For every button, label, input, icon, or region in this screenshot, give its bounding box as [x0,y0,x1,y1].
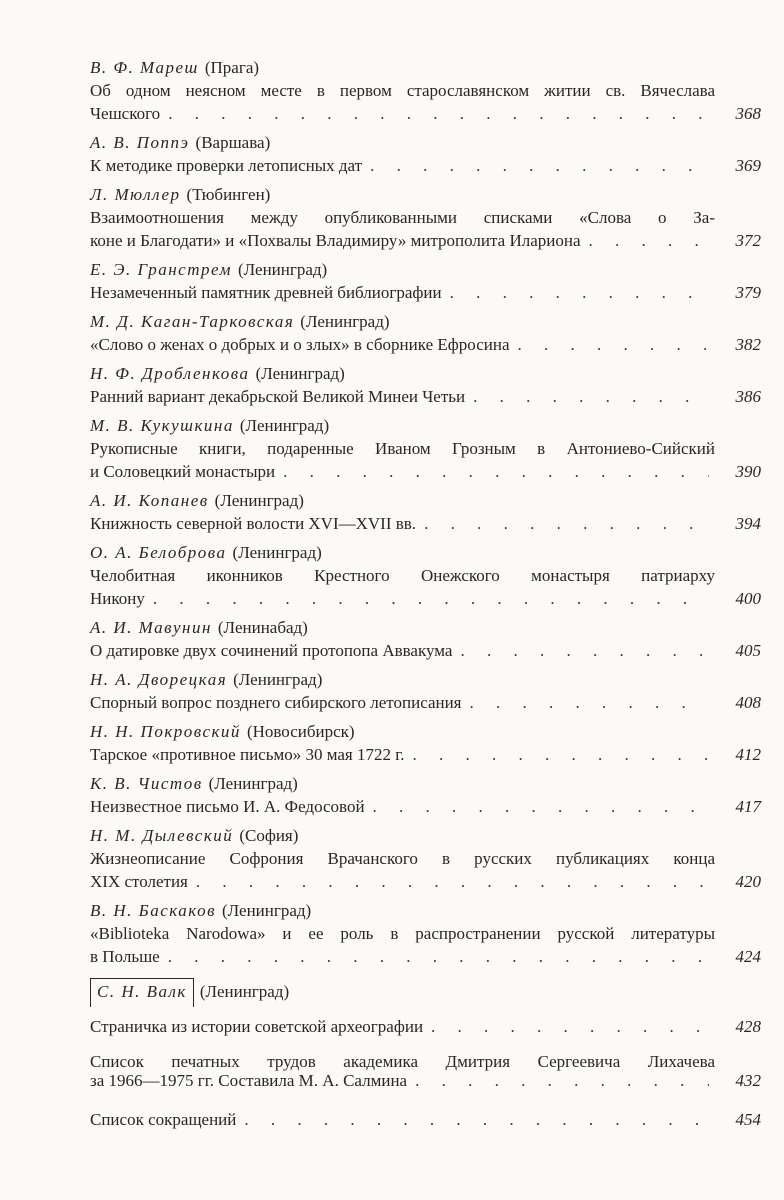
title-last-line [90,795,761,818]
page-number: 405 [735,641,761,660]
author-city: (София) [239,826,299,845]
author-name: К. В. Чистов [90,774,203,793]
toc-entry[interactable] [90,56,761,125]
title-line: за 1966—1975 гг. Составила М. А. Салмина [90,1071,408,1090]
author-city: (Прага) [204,58,260,77]
page-number: 424 [735,947,761,966]
title-with-leader [90,870,715,893]
page-number: 417 [735,797,761,816]
title-last-line [90,945,761,968]
title-line: и Соловецкий монастыри [90,462,276,481]
title-line: Ранний вариант декабрьской Великой Минеи Четьи [90,387,466,406]
author-city: (Ленинград) [239,416,330,435]
page-number: 394 [735,514,761,533]
title-line: коне и Благодати» и «Похвалы Владимиру» митрополита Илариона [90,231,581,250]
dot-leader [450,281,709,304]
author-name: Н. Н. Покровский [90,722,241,741]
title-with-leader [90,385,715,408]
author-city: (Ленинград) [300,312,390,331]
dot-leader [473,385,709,408]
dot-leader [283,460,709,483]
title-line: Список сокращений [90,1110,237,1129]
author-city: (Ленинград) [199,982,290,1001]
author-line [90,772,737,795]
page-number: 372 [735,231,761,250]
dot-leader [196,870,709,893]
title-with-leader [90,460,715,483]
page-number: 432 [735,1071,761,1090]
toc-entry-valk[interactable] [90,978,761,1038]
dot-leader [153,587,709,610]
dot-leader [370,154,709,177]
title-line: «Слово о женах о добрых и о злых» в сборнике Ефросина [90,335,510,354]
title-with-leader [90,743,715,766]
title-last-line [90,1071,761,1090]
author-name: С. Н. Валк [97,982,187,1001]
page-number: 454 [735,1110,761,1129]
dot-leader [168,945,709,968]
author-line [90,183,737,206]
author-name: Н. А. Дворецкая [90,670,228,689]
toc-entry[interactable] [90,899,761,968]
title-line: Книжность северной волости XVI—XVII вв. [90,514,417,533]
page-number: 369 [735,156,761,175]
author-line [90,616,737,639]
title-last-line [90,512,761,535]
toc-entry[interactable] [90,183,761,252]
dot-leader [431,1015,709,1038]
title-line: «Biblioteka Narodowa» и ее роль в распространении русской литературы [90,924,715,943]
title-last-line [90,1015,761,1038]
page-number: 382 [735,335,761,354]
title-with-leader [90,639,715,662]
author-line [90,824,737,847]
dot-leader [460,639,709,662]
title-last-line [90,870,761,893]
author-city: (Тюбинген) [186,185,271,204]
author-line [90,56,737,79]
title-line: Челобитная иконников Крестного Онежского монастыря патриарху [90,566,715,585]
title-last-line [90,102,761,125]
author-name: М. Д. Каган-Тарковская [90,312,295,331]
author-city: (Ленинград) [255,364,345,383]
title-with-leader [90,229,715,252]
page-number: 368 [735,104,761,123]
author-city: (Ленинград) [233,670,323,689]
author-name: Е. Э. Гранстрем [90,260,232,279]
dot-leader [518,333,710,356]
toc-entry[interactable] [90,616,761,662]
title-line: Об одном неясном месте в первом старославянском житии св. Вячеслава [90,81,715,100]
author-city: (Варшава) [195,133,271,152]
toc-entry[interactable] [90,772,761,818]
title-block [90,1015,761,1038]
toc-entry[interactable] [90,489,761,535]
title-last-line [90,691,761,714]
toc-entry[interactable] [90,720,761,766]
title-with-leader [90,691,715,714]
title-line: Никону [90,589,145,608]
title-line: Взаимоотношения между опубликованными списками «Слова о За- [90,208,715,227]
table-of-contents [90,56,761,1137]
author-line [90,720,737,743]
title-last-line [90,229,761,252]
author-name: Н. Ф. Дробленкова [90,364,250,383]
dot-leader [244,1108,709,1131]
title-with-leader [90,945,715,968]
toc-entry[interactable] [90,668,761,714]
toc-entry[interactable] [90,824,761,893]
author-name: Н. М. Дылевский [90,826,234,845]
dot-leader [373,795,709,818]
toc-entry[interactable] [90,258,761,304]
author-city: (Ленинград) [214,491,304,510]
title-line: О датировке двух сочинений протопопа Аввакума [90,641,453,660]
author-line [90,489,737,512]
page-number: 412 [735,745,761,764]
author-line [90,414,737,437]
title-with-leader [90,102,715,125]
title-with-leader [90,1108,715,1131]
author-name: А. И. Мавунин [90,618,212,637]
title-with-leader [90,512,715,535]
dot-leader [589,229,710,252]
title-last-line [90,460,761,483]
author-line [90,899,737,922]
toc-entry[interactable] [90,414,761,483]
author-city: (Ленинград) [208,774,298,793]
dot-leader [168,102,709,125]
title-line: Чешского [90,104,161,123]
title-with-leader [90,281,715,304]
toc-entry[interactable] [90,541,761,610]
dot-leader [415,1071,709,1090]
page-number: 420 [735,872,761,891]
author-name: А. И. Копанев [90,491,209,510]
title-with-leader [90,587,715,610]
title-last-line [90,154,761,177]
toc-entry[interactable] [90,131,761,177]
author-city: (Ленинград) [237,260,328,279]
title-last-line [90,385,761,408]
author-line [90,978,737,1007]
title-last-line [90,639,761,662]
title-line: Список печатных трудов академика Дмитрия Сергеевича Лихачева [90,1052,715,1071]
author-name: А. В. Поппэ [90,133,190,152]
title-with-leader [90,795,715,818]
dot-leader [470,691,709,714]
title-line: Рукописные книги, подаренные Иваном Грозным в Антониево-Сийский [90,439,715,458]
page-number: 386 [735,387,761,406]
title-last-line [90,333,761,356]
title-last-line [90,743,761,766]
author-line [90,362,737,385]
title-last-line [90,1108,761,1131]
author-city: (Ленинград) [232,543,322,562]
author-name: М. В. Кукушкина [90,416,234,435]
title-line: Тарское «противное письмо» 30 мая 1722 г. [90,745,405,764]
memorial-frame [90,978,194,1007]
toc-entry[interactable] [90,310,761,356]
title-line: Неизвестное письмо И. А. Федосовой [90,797,365,816]
author-city: (Новосибирск) [246,722,355,741]
page-number: 428 [735,1017,761,1036]
title-last-line [90,587,761,610]
dot-leader [424,512,709,535]
page-number: 408 [735,693,761,712]
author-name: Л. Мюллер [90,185,181,204]
title-line: К методике проверки летописных дат [90,156,363,175]
title-with-leader [90,154,715,177]
author-name: В. Ф. Мареш [90,58,199,77]
title-last-line [90,281,761,304]
title-line: XIX столетия [90,872,188,891]
title-with-leader [90,1015,715,1038]
toc-entry[interactable] [90,362,761,408]
title-line: Жизнеописание Софрония Врачанского в русских публикациях конца [90,849,715,868]
author-line [90,668,737,691]
author-line [90,310,737,333]
author-city: (Ленинград) [221,901,312,920]
page-number: 379 [735,283,761,302]
author-city: (Ленинабад) [217,618,308,637]
title-line: Страничка из истории советской археографии [90,1017,424,1036]
title-line: в Польше [90,947,160,966]
author-line [90,541,737,564]
toc-entry-bibliography[interactable] [90,1052,761,1090]
title-with-leader [90,1071,715,1090]
page-number: 400 [735,589,761,608]
title-line: Спорный вопрос позднего сибирского летописания [90,693,462,712]
title-line: Незамеченный памятник древней библиографии [90,283,442,302]
dot-leader [413,743,709,766]
title-with-leader [90,333,715,356]
author-name: В. Н. Баскаков [90,901,216,920]
author-line [90,131,737,154]
page-number: 390 [735,462,761,481]
author-name: О. А. Белоброва [90,543,227,562]
toc-entry-abbreviations[interactable] [90,1108,761,1131]
author-line [90,258,737,281]
